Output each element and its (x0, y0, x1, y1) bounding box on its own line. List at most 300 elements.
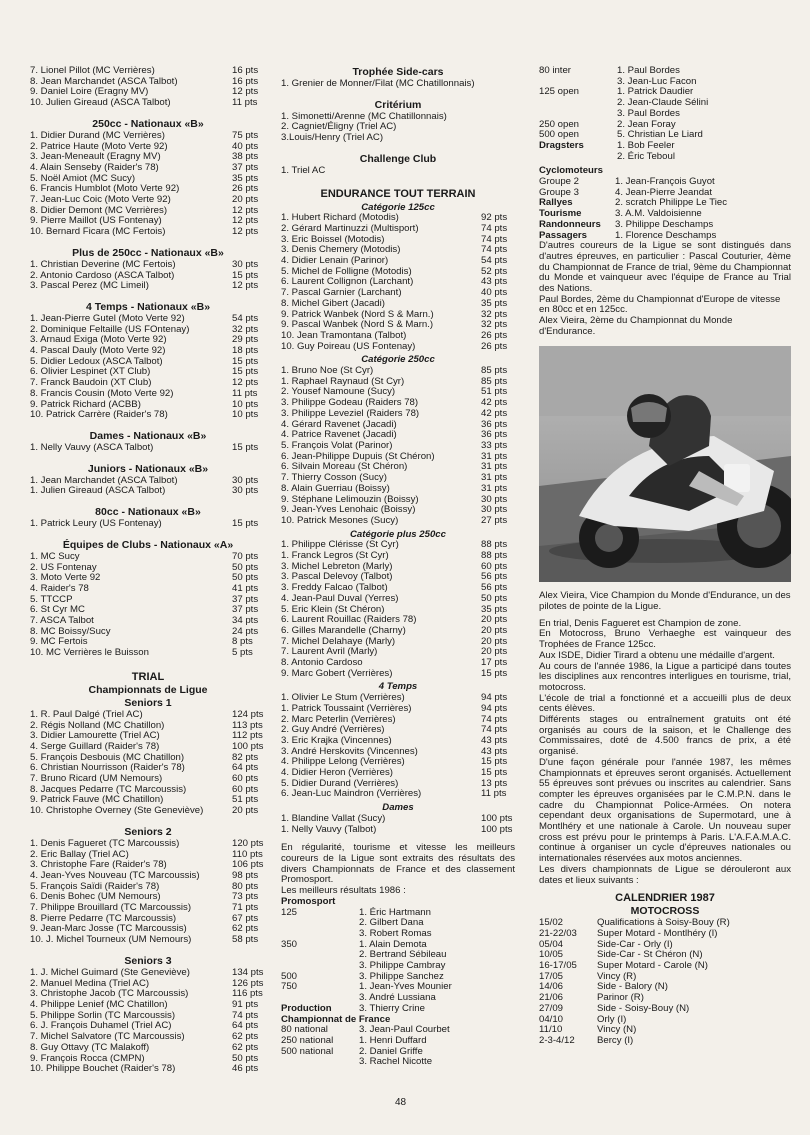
result-points: 32 pts (232, 323, 259, 335)
result-label (281, 1057, 359, 1068)
result-points: 42 pts (481, 397, 508, 409)
result-value: 1. Patrick Daudier (617, 86, 694, 98)
trial-subheading: Championnats de Ligue (88, 683, 208, 696)
result-row (539, 220, 791, 231)
result-name: 3. André Herskovits (Vincennes) (281, 746, 418, 757)
result-row (30, 595, 266, 606)
result-label: 350 (281, 938, 298, 950)
result-row (30, 152, 266, 163)
result-label: Passagers (539, 229, 588, 241)
result-label (539, 109, 617, 120)
result-points: 20 pts (481, 646, 508, 658)
result-points: 58 pts (232, 934, 259, 946)
result-points: 43 pts (481, 276, 508, 288)
section-heading: Seniors 1 (124, 696, 172, 709)
result-row (281, 814, 515, 825)
result-name: 4. Patrice Ravenet (Jacadi) (281, 430, 397, 441)
result-points: 36 pts (481, 418, 508, 430)
result-points: 50 pts (481, 592, 508, 604)
result-points: 31 pts (481, 461, 508, 473)
result-points: 12 pts (232, 280, 259, 292)
result-points: 15 pts (481, 756, 508, 768)
result-points: 71 pts (232, 902, 259, 914)
column-left (30, 66, 266, 1075)
result-name: 9. Patrick Wanbek (Nord S & Marn.) (281, 309, 434, 320)
result-row (281, 572, 515, 583)
result-row (281, 605, 515, 616)
result-points: 74 pts (481, 233, 508, 245)
motocross-heading: MOTOCROSS (630, 905, 700, 918)
result-points: 54 pts (232, 312, 259, 324)
photo-caption: Alex Vieira, Vice Champion du Monde d'Endurance, un des pilotes de pointe de la Ligue. (539, 590, 791, 612)
result-row (30, 785, 266, 796)
result-label: 2-3-4/12 (539, 1035, 575, 1046)
paragraph: Aux ISDE, Didier Tirard a obtenu une médaille d'argent. (539, 649, 775, 661)
result-row (30, 142, 266, 153)
result-points: 50 pts (232, 572, 259, 584)
result-label: 750 (281, 981, 298, 993)
result-name: 5. François Saïdi (Raider's 78) (30, 881, 160, 892)
calendrier-list (539, 918, 791, 1046)
result-row (30, 605, 266, 616)
result-points: 74 pts (481, 713, 508, 725)
result-label: 125 open (539, 86, 580, 98)
result-points: 75 pts (232, 129, 259, 141)
page-number: 48 (395, 1097, 407, 1108)
result-name: 1. MC Sucy (30, 551, 80, 562)
result-name: 7. Michel Salvatore (TC Marcoussis) (30, 1032, 185, 1043)
result-name: 2. Dominique Feltaille (US FOntenay) (30, 324, 190, 335)
result-points: 30 pts (481, 493, 508, 505)
result-name: 8. Pierre Pedarre (TC Marcoussis) (30, 913, 177, 924)
result-row (539, 982, 791, 993)
result-value: 2. Jean Foray (617, 118, 676, 130)
result-name: 1. Jean Marchandet (ASCA Talbot) (30, 475, 178, 486)
result-points: 100 pts (481, 812, 513, 824)
result-points: 52 pts (481, 265, 508, 277)
result-name: 8. Jean Marchandet (ASCA Talbot) (30, 76, 178, 87)
result-row (30, 903, 266, 914)
result-row (281, 505, 515, 516)
result-row (30, 314, 266, 325)
paragraph: L'école de trial a fonctionné et a accueilli plus de deux cents élèves. (539, 692, 791, 715)
section-heading: 4 Temps (378, 681, 418, 693)
paragraph: D'une façon générale pour l'année 1987, les mêmes Championnats et épreuves seront organisés. Actuellement 55 épreuves sont prévues ou inscrites au calendrier. Sans compter les épreuves organisées par le C.M.P.N. dans le cadre du Championnat Police-Armées. On notera cependant deux organisations de Supermotard, une à Montlhéry et une nationale à Carole. Un nouveau super cross est prévu pour le printemps à Paris. L'A.F.A.M.A.C. continue à organiser un cycle d'épreuves nationales ou internationales réservées aux motos anciennes. (539, 756, 791, 865)
result-row (30, 66, 266, 77)
result-name: 1. Olivier Le Stum (Verrières) (281, 693, 405, 704)
result-name: 8. Didier Demont (MC Verrières) (30, 205, 168, 216)
result-name: 1. J. Michel Guimard (Ste Geneviève) (30, 967, 190, 978)
production-row (281, 1004, 515, 1015)
result-row (30, 860, 266, 871)
result-row (281, 409, 515, 420)
result-name: 7. Lionel Pillot (MC Verrières) (30, 66, 155, 76)
result-row (281, 626, 515, 637)
result-points: 62 pts (232, 1041, 259, 1053)
result-row (281, 1057, 515, 1068)
result-row (30, 98, 266, 109)
result-name: 2. Éric Ballay (Triel AC) (30, 849, 129, 860)
result-row (30, 77, 266, 88)
result-row (281, 366, 515, 377)
result-row (30, 742, 266, 753)
result-name: 6. Jean-Philippe Dupuis (St Chéron) (281, 451, 435, 462)
result-label (281, 918, 359, 929)
result-points: 67 pts (232, 912, 259, 924)
result-row (30, 935, 266, 946)
result-points: 11 pts (232, 97, 258, 109)
result-points: 8 pts (232, 636, 253, 648)
result-name: 1. Patrick Toussaint (Verrières) (281, 703, 412, 714)
result-label: 250 national (281, 1034, 334, 1046)
endurance-sections (281, 203, 515, 836)
result-name: 3. Arnaud Exiga (Moto Verte 92) (30, 335, 167, 346)
result-value: Orly (I) (597, 1013, 627, 1025)
result-value: 3. Philippe Sanchez (359, 970, 444, 982)
production-label: Production (281, 1002, 332, 1014)
result-value: 2. Daniel Griffe (359, 1045, 423, 1057)
result-name: 6. Francis Humblot (Moto Verte 92) (30, 184, 180, 195)
result-value: 2. Jean-Claude Sélini (617, 97, 709, 109)
result-name: 7. Jean-Luc Coic (Moto Verte 92) (30, 195, 171, 206)
result-row (281, 779, 515, 790)
result-label: 16-17/05 (539, 960, 577, 972)
section-heading: Catégorie 125cc (361, 201, 435, 213)
result-points: 32 pts (481, 319, 508, 331)
result-points: 30 pts (232, 474, 259, 486)
result-row (30, 914, 266, 925)
result-row (30, 710, 266, 721)
result-points: 74 pts (481, 222, 508, 234)
result-name: 10. Patrick Mesones (Sucy) (281, 515, 399, 526)
result-points: 116 pts (232, 988, 263, 1000)
section-heading: 250cc - Nationaux «B» (92, 117, 204, 130)
result-row (539, 1036, 791, 1047)
result-name: 6. Laurent Collignon (Larchant) (281, 277, 414, 288)
result-points: 85 pts (481, 375, 508, 387)
result-label: 14/06 (539, 981, 564, 993)
result-value: 3. André Lussiana (359, 992, 436, 1004)
result-points: 60 pts (232, 773, 259, 785)
result-points: 13 pts (481, 777, 508, 789)
promosport-list (281, 908, 515, 1004)
result-row (30, 378, 266, 389)
result-points: 113 pts (232, 719, 263, 731)
production-value: 3. Thierry Crine (359, 1002, 425, 1014)
result-points: 56 pts (481, 571, 508, 583)
result-value: 3. Philippe Deschamps (615, 218, 714, 230)
autres-results (539, 198, 791, 241)
result-points: 12 pts (232, 215, 259, 227)
result-row (30, 281, 266, 292)
result-label: 05/04 (539, 938, 564, 950)
result-value: Side - Soisy-Bouy (N) (597, 1002, 690, 1014)
result-points: 17 pts (481, 657, 508, 669)
result-value: Super Motard - Carole (N) (597, 960, 708, 972)
result-row (281, 658, 515, 669)
result-row (281, 704, 515, 715)
result-name: 7. Bruno Ricard (UM Nemours) (30, 774, 163, 785)
result-name: 1. Denis Fagueret (TC Marcoussis) (30, 838, 180, 849)
result-name: 4. Didier Heron (Verrières) (281, 768, 393, 779)
result-row (281, 267, 515, 278)
result-row (281, 637, 515, 648)
result-name: 9. Daniel Loire (Éragny MV) (30, 87, 149, 98)
result-row (281, 725, 515, 736)
result-row (30, 1032, 266, 1043)
result-row (281, 299, 515, 310)
result-points: 31 pts (481, 482, 508, 494)
result-name: 5. François Volat (Parinor) (281, 440, 393, 451)
result-name: 1. Nelly Vauvy (ASCA Talbot) (30, 442, 154, 453)
result-points: 37 pts (232, 604, 259, 616)
result-row (30, 989, 266, 1000)
result-row (281, 789, 515, 800)
result-row (281, 693, 515, 704)
section-heading: 4 Temps - Nationaux «B» (85, 300, 211, 313)
result-points: 74 pts (481, 724, 508, 736)
result-points: 50 pts (232, 561, 259, 573)
result-row (539, 1025, 791, 1036)
result-points: 88 pts (481, 539, 508, 551)
result-label: 17/05 (539, 970, 564, 982)
result-row (281, 516, 515, 527)
result-points: 15 pts (232, 355, 259, 367)
result-name: 10. MC Verrières le Buisson (30, 648, 149, 659)
result-points: 40 pts (232, 140, 259, 152)
section-heading: Seniors 3 (124, 954, 172, 967)
result-row (30, 552, 266, 563)
result-points: 85 pts (481, 365, 508, 377)
result-value: 1. Alain Demota (359, 938, 427, 950)
result-name: 6. J. François Duhamel (Triel AC) (30, 1021, 172, 1032)
result-value: Side-Car - Orly (I) (597, 938, 673, 950)
result-row (281, 277, 515, 288)
result-value: 3. Robert Romas (359, 927, 432, 939)
result-name: 2. Marc Peterlin (Verrières) (281, 714, 396, 725)
result-row (30, 486, 266, 497)
result-name: 4. Raider's 78 (30, 583, 89, 594)
result-name: 9. MC Fertois (30, 637, 88, 648)
result-points: 12 pts (232, 377, 259, 389)
result-points: 35 pts (232, 172, 259, 184)
result-row (281, 473, 515, 484)
result-points: 24 pts (232, 625, 259, 637)
result-name: 8. Antonio Cardoso (281, 658, 363, 669)
result-row (30, 227, 266, 238)
result-name: 5. Didier Durand (Verrières) (281, 778, 399, 789)
result-value: 2. Gilbert Dana (359, 917, 424, 929)
result-points: 62 pts (232, 1031, 259, 1043)
result-name: 7. Pascal Garnier (Larchant) (281, 288, 402, 299)
result-label: Randonneurs (539, 218, 601, 230)
result-row (281, 825, 515, 836)
result-row (30, 573, 266, 584)
result-name: 5. TTCCP (30, 594, 73, 605)
result-name: 1. Franck Legros (St Cyr) (281, 551, 389, 562)
result-points: 35 pts (481, 603, 508, 615)
result-row (281, 398, 515, 409)
result-value: 1. Henri Duffard (359, 1034, 427, 1046)
result-name: 5. Didier Ledoux (ASCA Talbot) (30, 356, 163, 367)
result-row (281, 331, 515, 342)
trial-sections (30, 697, 266, 1075)
result-name: 5. Noël Amiot (MC Sucy) (30, 173, 136, 184)
result-points: 5 pts (232, 647, 253, 659)
result-name: 1. Raphael Raynaud (St Cyr) (281, 376, 405, 387)
result-value: Vincy (N) (597, 1024, 637, 1036)
section-heading: Juniors - Nationaux «B» (87, 462, 209, 475)
result-value: Super Motard - Montlhéry (I) (597, 927, 718, 939)
result-name: 9. Jean-Marc Josse (TC Marcoussis) (30, 924, 187, 935)
result-value: 3. Jean-Luc Facon (617, 75, 697, 87)
result-name: 8. MC Boissy/Sucy (30, 626, 111, 637)
result-row (30, 892, 266, 903)
result-points: 51 pts (232, 794, 259, 806)
result-row (30, 87, 266, 98)
result-name: 4. Pascal Dauly (Moto Verte 92) (30, 346, 166, 357)
result-name: 4. Alain Senseby (Raider's 78) (30, 162, 159, 173)
result-points: 20 pts (232, 194, 259, 206)
result-row (30, 806, 266, 817)
ligue-paragraphs (539, 619, 791, 887)
sidecars-line: 1. Grenier de Monner/Filat (MC Chatillonnais) (281, 78, 475, 89)
result-row (281, 551, 515, 562)
result-name: 10. Bernard Ficara (MC Fertois) (30, 227, 166, 238)
result-points: 15 pts (232, 518, 259, 530)
result-points: 60 pts (481, 560, 508, 572)
result-row (281, 736, 515, 747)
result-points: 15 pts (481, 767, 508, 779)
result-name: 3. Michel Lebreton (Marly) (281, 561, 393, 572)
result-points: 80 pts (232, 880, 259, 892)
section-heading: Catégorie 250cc (361, 354, 435, 366)
result-value: 2. Éric Teboul (617, 150, 675, 162)
result-points: 36 pts (481, 429, 508, 441)
result-row (281, 715, 515, 726)
result-row (281, 441, 515, 452)
result-name: 9. François Rocca (CMPN) (30, 1053, 145, 1064)
challenge-line: 1. Triel AC (281, 164, 326, 176)
result-label: 250 open (539, 118, 580, 130)
result-name: 7. Franck Baudoin (XT Club) (30, 378, 152, 389)
result-row (30, 163, 266, 174)
result-name: 2. Patrice Haute (Moto Verte 92) (30, 141, 168, 152)
result-row (30, 346, 266, 357)
result-row (281, 647, 515, 658)
result-row (30, 584, 266, 595)
result-name: 1. Bruno Noe (St Cyr) (281, 366, 374, 377)
calendrier-heading: CALENDRIER 1987 (615, 892, 715, 905)
result-points: 16 pts (232, 65, 259, 76)
result-label: 21/06 (539, 992, 564, 1004)
result-name: 2. Antonio Cardoso (ASCA Talbot) (30, 270, 175, 281)
result-name: 3. Didier Lamourette (Triel AC) (30, 731, 160, 742)
result-label: 500 (281, 970, 298, 982)
result-points: 38 pts (232, 151, 259, 163)
result-points: 56 pts (481, 582, 508, 594)
result-points: 100 pts (232, 740, 264, 752)
result-label: 27/09 (539, 1002, 564, 1014)
result-row (281, 245, 515, 256)
result-row (30, 1054, 266, 1065)
result-name: 9. Marc Gobert (Verrières) (281, 668, 393, 679)
result-row (30, 1043, 266, 1054)
vitesse-results (539, 66, 791, 141)
result-row (30, 882, 266, 893)
result-points: 12 pts (232, 204, 259, 216)
result-name: 3. Freddy Falcao (Talbot) (281, 583, 388, 594)
result-points: 41 pts (232, 582, 259, 594)
result-value: 3. Rachel Nicotte (359, 1056, 433, 1068)
result-row (281, 452, 515, 463)
result-points: 62 pts (232, 923, 259, 935)
result-row (281, 484, 515, 495)
criterium-line: 2. Cagniet/Éligny (Triel AC) (281, 121, 397, 133)
result-name: 10. J. Michel Tourneux (UM Nemours) (30, 935, 192, 946)
result-value: 1. Florence Deschamps (615, 229, 717, 241)
result-name: 8. Michel Gibert (Jacadi) (281, 298, 385, 309)
result-name: 1. Blandine Vallat (Sucy) (281, 813, 386, 824)
result-row (281, 540, 515, 551)
result-label: 80 national (281, 1024, 328, 1036)
result-points: 12 pts (232, 226, 259, 238)
result-row (281, 224, 515, 235)
result-points: 92 pts (481, 212, 508, 224)
vieira-paragraph: Alex Vieira, 2ème du Championnat du Monde d'Endurance. (539, 315, 733, 337)
result-row (30, 850, 266, 861)
result-points: 10 pts (232, 398, 259, 410)
result-points: 20 pts (481, 624, 508, 636)
result-row (30, 979, 266, 990)
result-value: 1. Jean-Yves Mounier (359, 981, 452, 993)
result-points: 73 pts (232, 891, 259, 903)
result-row (539, 152, 791, 163)
result-name: 1. Nelly Vauvy (Talbot) (281, 824, 377, 835)
result-value: Side - Balory (N) (597, 981, 668, 993)
result-name: 6. St Cyr MC (30, 605, 85, 616)
result-points: 82 pts (232, 751, 259, 763)
result-row (30, 367, 266, 378)
result-name: 1. Patrick Leury (US Fontenay) (30, 519, 162, 530)
result-row (30, 476, 266, 487)
result-row (30, 839, 266, 850)
result-points: 100 pts (481, 823, 513, 835)
result-label (281, 950, 359, 961)
result-row (30, 184, 266, 195)
regularite-paragraph: En régularité, tourisme et vitesse les meilleurs coureurs de la Ligue sont extraits des résultats des divers Championnats de France et des classement Promosport. (281, 842, 515, 886)
result-name: 4. Serge Guillard (Raider's 78) (30, 741, 160, 752)
result-name: 3. Pascal Perez (MC Limeil) (30, 281, 149, 292)
result-name: 3. Philippe Leveziel (Raiders 78) (281, 408, 420, 419)
result-value: 1. Éric Hartmann (359, 906, 431, 918)
result-points: 43 pts (481, 745, 508, 757)
result-row (281, 342, 515, 353)
result-value: 1. Bob Feeler (617, 139, 675, 151)
result-name: 9. Patrick Richard (ACBB) (30, 399, 141, 410)
nationaux-sections (30, 118, 266, 659)
result-row (30, 1000, 266, 1011)
paragraph: En trial, Denis Fagueret est Champion de zone. (539, 617, 742, 629)
paragraph: En Motocross, Bruno Verhaeghe est vainqueur des Trophées de France 125cc. (539, 628, 791, 651)
result-label: Dragsters (539, 139, 584, 151)
section-heading: Dames (382, 802, 414, 814)
result-points: 126 pts (232, 977, 264, 989)
result-name: 9. Pascal Wanbek (Nord S & Marn.) (281, 320, 434, 331)
result-name: 3. Christophe Fare (Raider's 78) (30, 860, 167, 871)
result-label: 10/05 (539, 949, 564, 961)
result-row (281, 583, 515, 594)
